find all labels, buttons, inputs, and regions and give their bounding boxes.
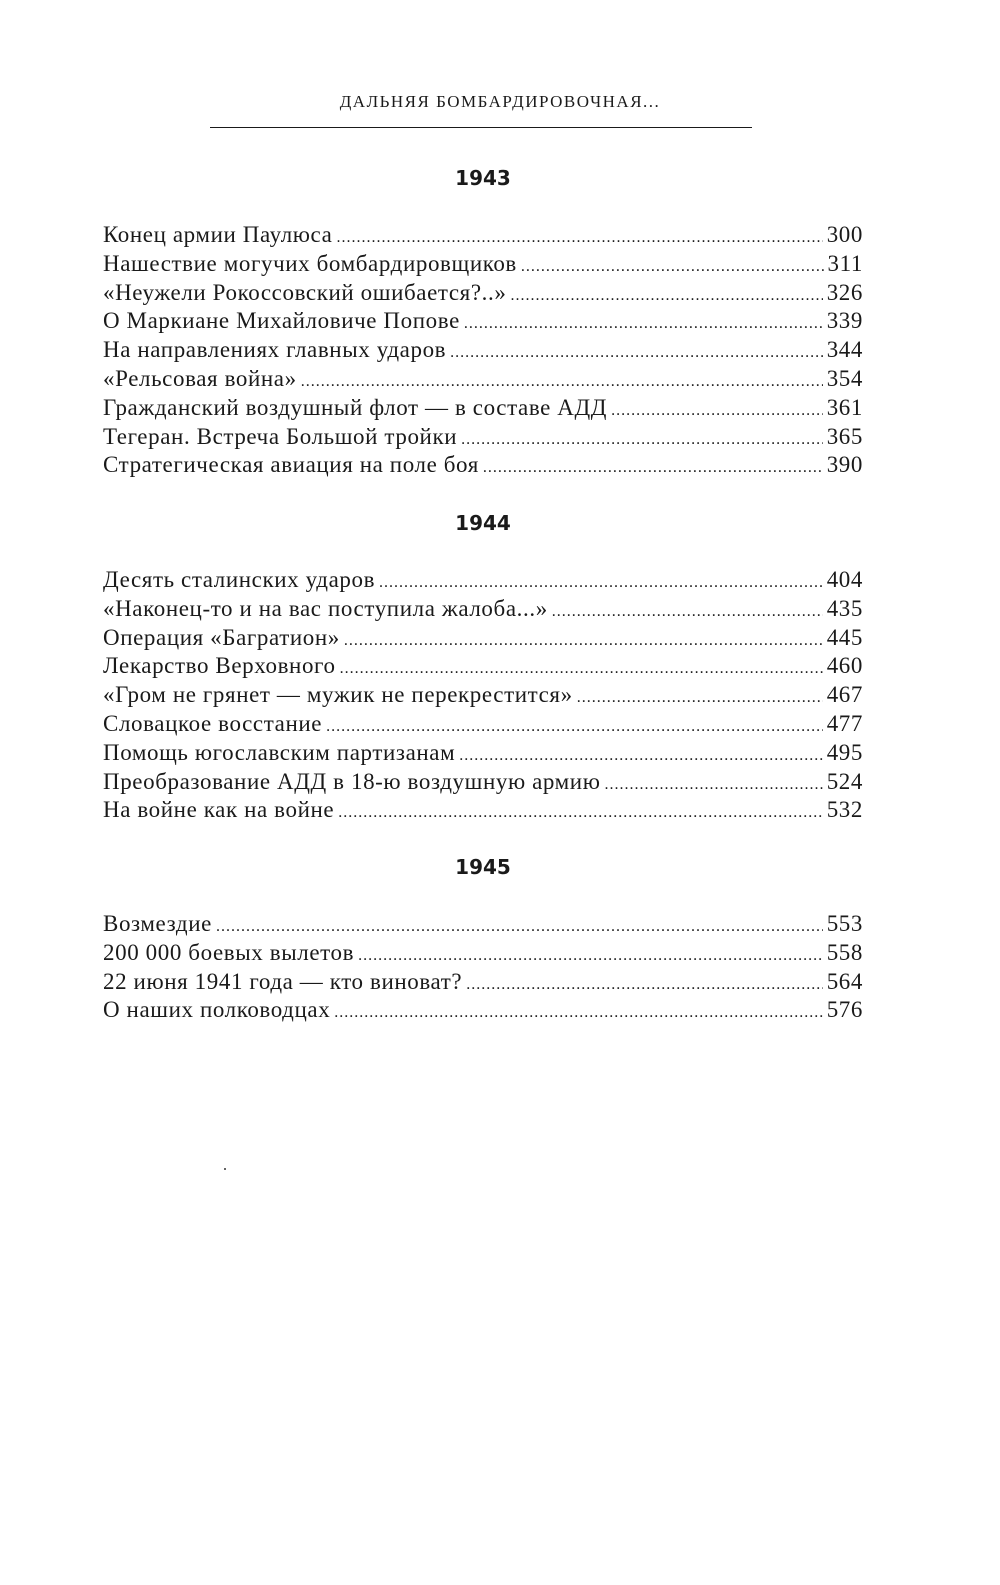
- dot-leader: [483, 454, 823, 483]
- toc-list: [103, 566, 863, 825]
- toc-section-1943: [103, 163, 863, 480]
- toc-entry[interactable]: [103, 336, 863, 365]
- toc-entry[interactable]: [103, 365, 863, 394]
- print-speck: [224, 1168, 226, 1170]
- dot-leader: [216, 913, 823, 942]
- section-year: 1943: [455, 166, 511, 190]
- toc-entry-title: Операция «Багратион»: [103, 624, 340, 650]
- toc-entry[interactable]: [103, 451, 863, 480]
- dot-leader: [334, 999, 822, 1028]
- dot-leader: [338, 799, 822, 828]
- toc-section-1945: [103, 852, 863, 1025]
- toc-entry-page: 404: [826, 567, 863, 592]
- dot-leader: [459, 742, 822, 771]
- toc-entry[interactable]: [103, 624, 863, 653]
- toc-entry-title: Конец армии Паулюса: [103, 222, 333, 247]
- toc-entry-page: 564: [826, 968, 863, 994]
- toc-entry[interactable]: [103, 996, 863, 1025]
- toc-entry-page: 390: [826, 452, 863, 478]
- toc-entry-title: На войне как на войне: [103, 797, 335, 823]
- toc-entry[interactable]: [103, 910, 863, 939]
- toc-entry-title: Словацкое восстание: [103, 710, 323, 736]
- toc-entry-title: Гражданский воздушный флот — в составе АДД: [103, 394, 608, 420]
- toc-entry[interactable]: [103, 566, 863, 595]
- dot-leader: [466, 971, 822, 1000]
- toc-entry-page: 354: [826, 365, 863, 391]
- toc-entry-title: Десять сталинских ударов: [103, 567, 376, 592]
- section-year: 1945: [455, 855, 511, 879]
- toc-entry-title: О наших полководцах: [103, 997, 331, 1023]
- toc-entry[interactable]: [103, 681, 863, 710]
- header-rule: [210, 127, 752, 128]
- toc-entry[interactable]: [103, 652, 863, 681]
- toc-entry-title: Нашествие могучих бомбардировщиков: [103, 250, 517, 276]
- toc-entry-page: 524: [826, 768, 863, 794]
- dot-leader: [605, 771, 823, 800]
- toc-entry-page: 477: [826, 710, 863, 736]
- toc-entry-page: 467: [826, 682, 863, 708]
- toc-entry-page: 300: [826, 222, 863, 247]
- dot-leader: [461, 426, 823, 455]
- toc-entry-title: Помощь югославским партизанам: [103, 739, 456, 765]
- toc-list: [103, 910, 863, 1025]
- dot-leader: [336, 224, 822, 253]
- toc-entry-page: 435: [826, 595, 863, 621]
- dot-leader: [510, 282, 822, 311]
- toc-entry-title: О Маркиане Михайловиче Попове: [103, 308, 460, 334]
- dot-leader: [521, 253, 824, 282]
- toc-entry[interactable]: [103, 595, 863, 624]
- toc-entry-title: На направлениях главных ударов: [103, 337, 447, 363]
- toc-entry[interactable]: [103, 250, 863, 279]
- toc-entry-page: 365: [826, 423, 863, 449]
- toc-entry-page: 361: [826, 394, 863, 420]
- dot-leader: [344, 627, 823, 656]
- toc-entry-page: 495: [826, 739, 863, 765]
- section-year: 1944: [455, 511, 511, 535]
- toc-entry-title: Стратегическая авиация на поле боя: [103, 452, 479, 478]
- running-head: ДАЛЬНЯЯ БОМБАРДИРОВОЧНАЯ...: [339, 92, 661, 111]
- toc-entry-page: 344: [826, 337, 863, 363]
- toc-entry-page: 532: [826, 797, 863, 823]
- toc-entry-title: Тегеран. Встреча Большой тройки: [103, 423, 458, 449]
- toc-list: [103, 221, 863, 480]
- toc-entry[interactable]: [103, 939, 863, 968]
- toc-entry-title: Преобразование АДД в 18-ю воздушную армию: [103, 768, 601, 794]
- toc-entry[interactable]: [103, 739, 863, 768]
- toc-entry-title: 22 июня 1941 года — кто виноват?: [103, 968, 463, 994]
- dot-leader: [358, 942, 823, 971]
- toc-entry-title: «Гром не грянет — мужик не перекрестится»: [103, 682, 573, 708]
- dot-leader: [577, 684, 823, 713]
- toc-entry-page: 553: [826, 911, 863, 936]
- dot-leader: [301, 368, 823, 397]
- toc-entry-page: 339: [826, 308, 863, 334]
- toc-entry[interactable]: [103, 279, 863, 308]
- toc-entry-title: «Неужели Рокоссовский ошибается?..»: [103, 279, 507, 305]
- toc-entry-title: «Рельсовая война»: [103, 365, 297, 391]
- dot-leader: [340, 655, 823, 684]
- toc-entry[interactable]: [103, 394, 863, 423]
- dot-leader: [326, 713, 823, 742]
- toc-entry-page: 460: [826, 653, 863, 679]
- toc-entry-title: 200 000 боевых вылетов: [103, 939, 355, 965]
- toc-entry-page: 576: [826, 997, 863, 1023]
- dot-leader: [450, 339, 823, 368]
- toc-entry-page: 311: [827, 250, 863, 276]
- toc-entry[interactable]: [103, 968, 863, 997]
- dot-leader: [464, 310, 823, 339]
- toc-entry-page: 558: [826, 939, 863, 965]
- toc-entry[interactable]: [103, 307, 863, 336]
- dot-leader: [611, 397, 823, 426]
- toc-entry[interactable]: [103, 221, 863, 250]
- toc-entry-title: «Наконец-то и на вас поступила жалоба...»: [103, 595, 548, 621]
- dot-leader: [552, 598, 823, 627]
- toc-entry[interactable]: [103, 796, 863, 825]
- toc-entry[interactable]: [103, 768, 863, 797]
- toc-entry-title: Возмездие: [103, 911, 212, 936]
- toc-entry[interactable]: [103, 423, 863, 452]
- dot-leader: [379, 569, 823, 598]
- toc-entry-title: Лекарство Верховного: [103, 653, 336, 679]
- toc-entry-page: 326: [826, 279, 863, 305]
- toc-entry-page: 445: [826, 624, 863, 650]
- toc-section-1944: [103, 508, 863, 825]
- toc-entry[interactable]: [103, 710, 863, 739]
